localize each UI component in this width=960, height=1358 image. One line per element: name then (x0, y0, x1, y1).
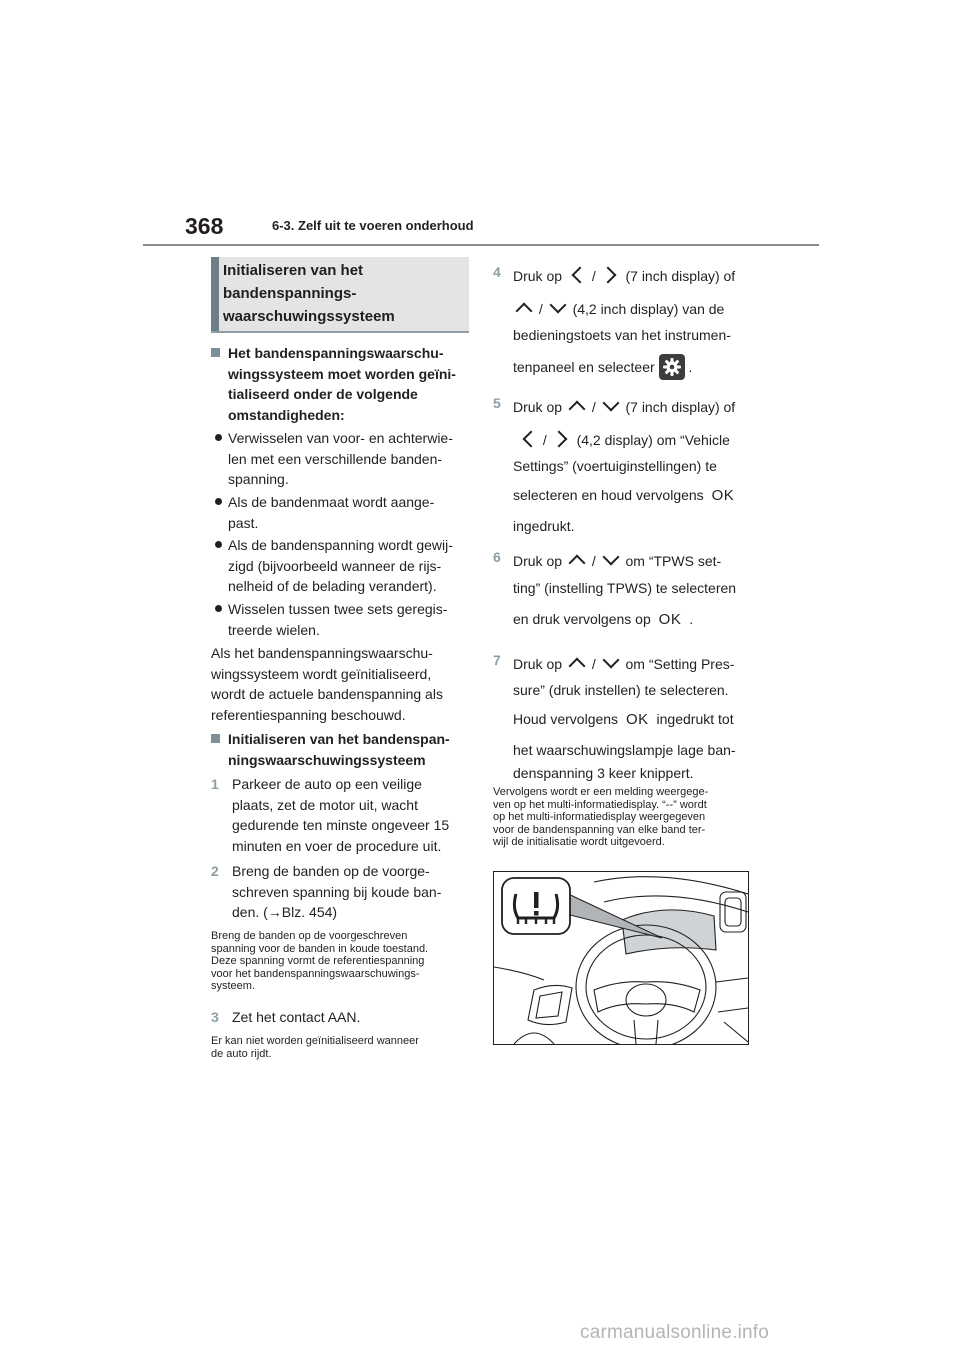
section-accent-bar (211, 257, 219, 331)
ok-button-icon: OK (711, 487, 735, 504)
step-7-line-2: sure” (druk instellen) te selecteren. (513, 682, 729, 698)
chapter-title: 6-3. Zelf uit te voeren onderhoud (272, 218, 474, 233)
text: en druk vervolgens op (513, 611, 651, 627)
bullet-icon (215, 434, 222, 441)
text: / (591, 268, 596, 284)
bullet-icon (215, 498, 222, 505)
step-3-note: Er kan niet worden geïnitialiseerd wanneer de auto rijdt. (211, 1035, 419, 1060)
step-2 (211, 861, 473, 923)
step-number: 5 (493, 395, 501, 411)
step-number: 6 (493, 549, 501, 565)
tire-pressure-warning-icon (502, 878, 570, 934)
bullet-icon (215, 605, 222, 612)
chevron-up-icon (566, 395, 588, 417)
chevron-left-icon (517, 428, 539, 450)
step-5-line-4 (513, 485, 738, 506)
square-bullet-icon (211, 348, 220, 357)
step-4-line-1 (513, 264, 735, 286)
list-item-text: Als de bandenspanning wordt gewij- zigd (bijvoorbeeld wanneer de rijs- nelheid of de belading verandert). (228, 537, 453, 594)
step-6-line-1 (513, 549, 721, 571)
header-divider (143, 244, 819, 246)
ok-button-icon: OK (658, 611, 682, 628)
step-number: 3 (211, 1009, 219, 1025)
dashboard-illustration (493, 871, 749, 1045)
text: Druk op (513, 268, 563, 284)
square-bullet-icon (211, 734, 220, 743)
subheading-conditions (211, 343, 473, 425)
text: Houd vervolgens (513, 711, 619, 727)
text: ingedrukt tot (656, 711, 734, 727)
list-item (211, 428, 473, 490)
list-item (211, 492, 473, 533)
step-number: 4 (493, 264, 501, 280)
text: (4,2 display) om “Vehicle (576, 432, 730, 448)
text: / (591, 399, 596, 415)
step-4-line-2 (513, 297, 724, 319)
step-7-note: Vervolgens wordt er een melding weergege- ven op het multi-informatiedisplay. “--” wordt op het multi-informatiedisplay weergegeven voor de bandenspanning van elke band ter- wijl de initialisatie wordt uitgevoerd. (493, 786, 709, 849)
text: (7 inch display) of (625, 399, 736, 415)
step-5-line-5: ingedrukt. (513, 518, 575, 534)
text: (4,2 inch display) van de (572, 301, 725, 317)
subheading-conditions-text: Het bandenspanningswaarschu- wingssysteem moet worden geïni- tialiseerd onder de volgende omstandigheden: (228, 345, 456, 423)
text: / (538, 301, 543, 317)
text: selecteren en houd vervolgens (513, 487, 704, 503)
chevron-right-icon (600, 264, 622, 286)
steering-wheel-illustration (494, 872, 748, 1044)
list-item-text: Als de bandenmaat wordt aange- past. (228, 494, 435, 531)
chevron-up-icon (566, 549, 588, 571)
intro-paragraph: Als het bandenspanningswaarschu- wingssysteem wordt geïnitialiseerd, wordt de actuele bandenspanning als referentiespanning beschouwd. (211, 645, 443, 723)
chevron-down-icon (547, 297, 569, 319)
step-6-line-3 (513, 609, 693, 630)
step-4-line-4 (513, 354, 692, 380)
step-number: 1 (211, 776, 219, 792)
chevron-right-icon (551, 428, 573, 450)
list-item-text: Verwisselen van voor- en achterwie- len met een verschillende banden- spanning. (228, 430, 453, 487)
step-text: Zet het contact AAN. (232, 1009, 361, 1025)
step-5-line-1 (513, 395, 735, 417)
text: tenpaneel en selecteer (513, 359, 655, 375)
step-number: 7 (493, 652, 501, 668)
text: . (689, 611, 694, 627)
text: Druk op (513, 553, 563, 569)
step-1 (211, 774, 473, 856)
list-item-text: Wisselen tussen twee sets geregis- treerde wielen. (228, 601, 448, 638)
step-7-line-4: het waarschuwingslampje lage ban- (513, 742, 736, 758)
step-7-line-5: denspanning 3 keer knippert. (513, 765, 694, 781)
text: Druk op (513, 656, 563, 672)
step-5-line-2 (517, 428, 730, 450)
chevron-down-icon (600, 652, 622, 674)
subheading-procedure-text: Initialiseren van het bandenspan- ningswaarschuwingssysteem (228, 731, 450, 768)
text: Druk op (513, 399, 563, 415)
step-3 (211, 1007, 473, 1028)
list-item (211, 535, 473, 597)
step-6-line-2: ting” (instelling TPWS) te selecteren (513, 580, 737, 596)
text: / (591, 553, 596, 569)
step-7-line-3 (513, 709, 734, 730)
ok-button-icon: OK (625, 711, 649, 728)
chevron-down-icon (600, 395, 622, 417)
step-4-line-3: bedieningstoets van het instrumen- (513, 327, 731, 343)
chevron-left-icon (566, 264, 588, 286)
step-2-note: Breng de banden op de voorgeschreven spanning voor de banden in koude toestand. Deze spanning vormt de referentiespanning voor het bandenspanningswaarschuwings- systeem. (211, 930, 429, 993)
text: om “TPWS set- (625, 553, 722, 569)
bullet-icon (215, 541, 222, 548)
text: . (688, 359, 693, 375)
section-title-box (211, 257, 469, 333)
text: (7 inch display) of (625, 268, 736, 284)
step-5-line-3: Settings” (voertuiginstellingen) te (513, 458, 717, 474)
chevron-up-icon (566, 652, 588, 674)
subheading-procedure (211, 729, 473, 770)
step-text: Parkeer de auto op een veilige plaats, zet de motor uit, wacht gedurende ten minste ongeveer 15 minuten en voer de procedure uit. (232, 776, 450, 854)
step-7-line-1 (513, 652, 734, 674)
section-title: Initialiseren van het bandenspannings- waarschuwingssysteem (223, 262, 395, 325)
step-number: 2 (211, 863, 219, 879)
page-number: 368 (185, 213, 224, 239)
text: / (591, 656, 596, 672)
text: / (542, 432, 547, 448)
gear-icon (659, 354, 685, 380)
watermark: carmanualsonline.info (580, 1322, 770, 1343)
list-item (211, 599, 473, 640)
text: om “Setting Pres- (625, 656, 735, 672)
chevron-up-icon (513, 297, 535, 319)
step-text: Breng de banden op de voorge- schreven spanning bij koude ban- den. (→Blz. 454) (232, 863, 442, 920)
chevron-down-icon (600, 549, 622, 571)
